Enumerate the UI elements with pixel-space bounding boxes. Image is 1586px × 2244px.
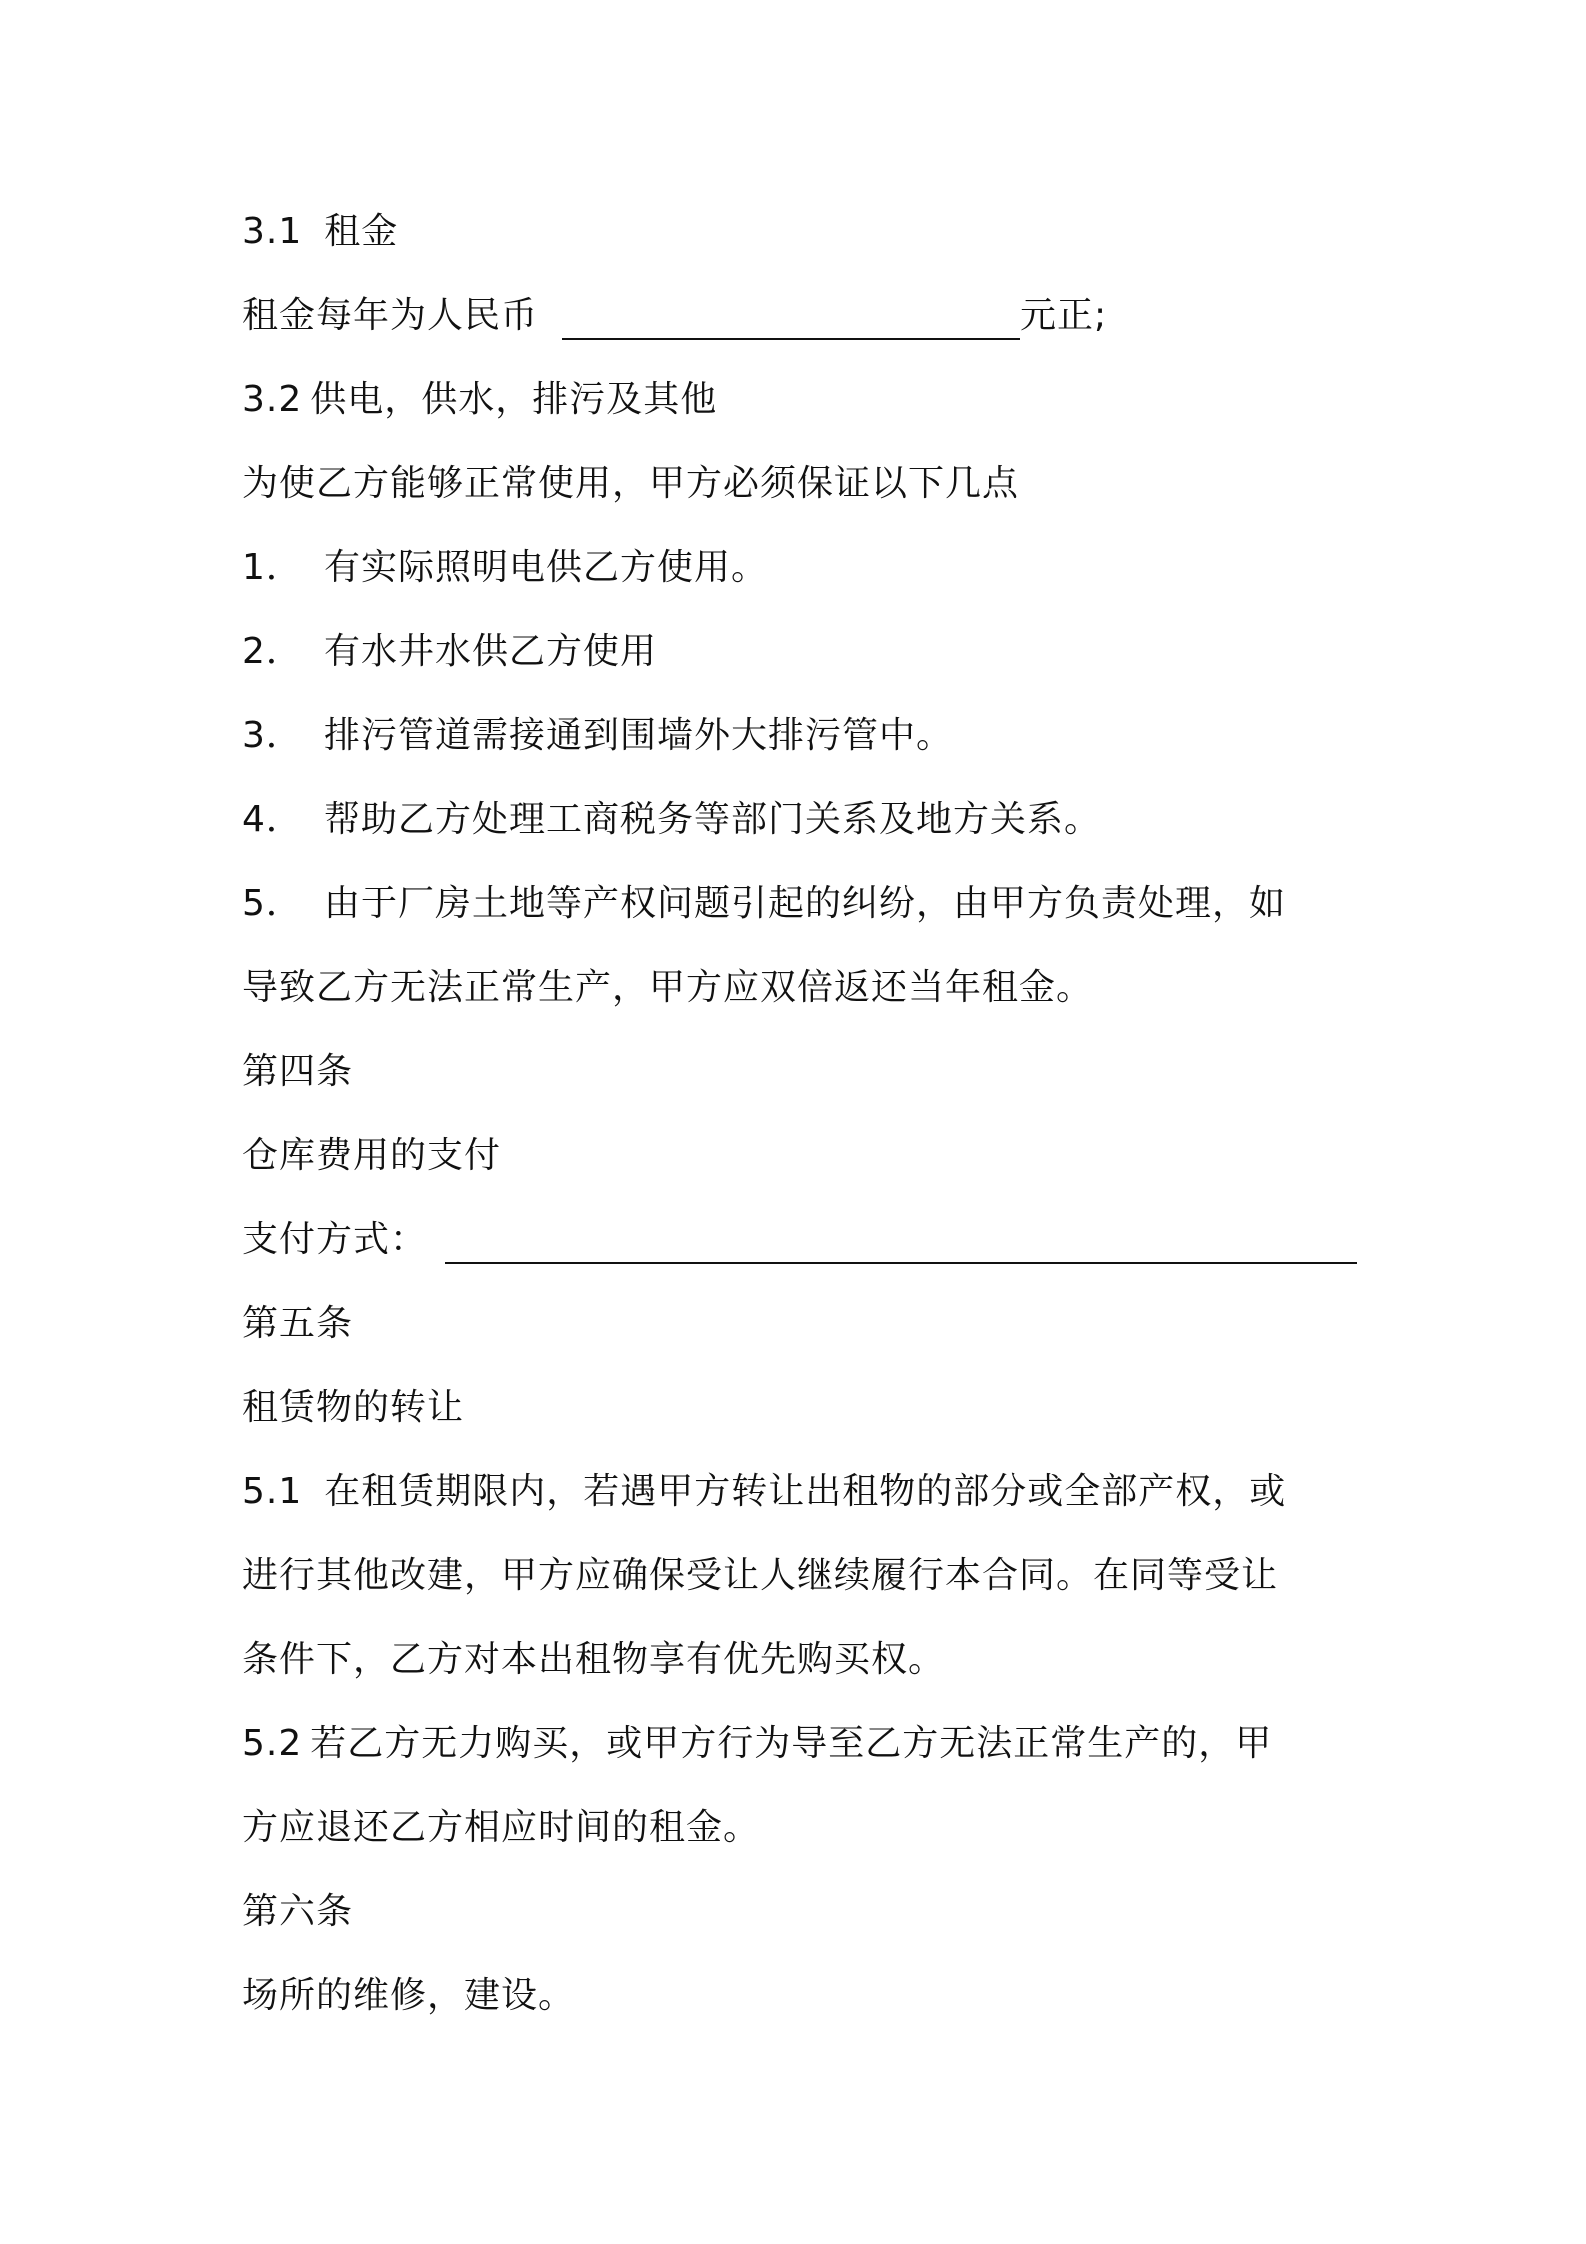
list-item — [242, 628, 657, 676]
section-3-1-heading — [242, 208, 398, 256]
list-item-number: 2． — [242, 631, 303, 672]
paragraph-line: 在租赁期限内，若遇甲方转让出租物的部分或全部产权，或 — [324, 1471, 1287, 1512]
list-item-text: 有实际照明电供乙方使用。 — [324, 547, 769, 588]
article-4-title: 仓库费用的支付 — [242, 1135, 502, 1176]
article-6-heading: 第六条 — [242, 1891, 354, 1932]
list-item-text: 帮助乙方处理工商税务等部门关系及地方关系。 — [324, 799, 1102, 840]
rent-suffix: 元正; — [1020, 295, 1108, 336]
paragraph-line: 方应退还乙方相应时间的租金。 — [242, 1807, 761, 1848]
rent-amount-blank[interactable] — [562, 298, 1020, 340]
payment-method-blank[interactable] — [445, 1222, 1357, 1264]
list-item — [242, 544, 768, 592]
rent-amount-line — [242, 292, 1107, 340]
section-number: 3.1 — [242, 211, 303, 252]
list-item-continuation: 导致乙方无法正常生产，甲方应双倍返还当年租金。 — [242, 967, 1094, 1008]
section-number: 3.2 — [242, 379, 303, 420]
list-item — [242, 712, 953, 760]
list-item-text: 由于厂房土地等产权问题引起的纠纷，由甲方负责处理，如 — [324, 883, 1287, 924]
list-item-text: 有水井水供乙方使用 — [324, 631, 658, 672]
paragraph-line: 条件下，乙方对本出租物享有优先购买权。 — [242, 1639, 946, 1680]
list-item — [242, 796, 1101, 844]
article-5-heading: 第五条 — [242, 1303, 354, 1344]
obligations-intro: 为使乙方能够正常使用，甲方必须保证以下几点 — [242, 463, 1020, 504]
list-item-number: 3． — [242, 715, 303, 756]
paragraph-line: 若乙方无力购买，或甲方行为导至乙方无法正常生产的，甲 — [310, 1723, 1273, 1764]
section-title: 供电，供水，排污及其他 — [310, 379, 718, 420]
payment-method-line — [242, 1216, 1357, 1264]
article-5-title: 租赁物的转让 — [242, 1387, 465, 1428]
section-5-2-paragraph — [242, 1720, 1272, 1768]
rent-prefix: 租金每年为人民币 — [242, 295, 539, 336]
list-item-number: 4． — [242, 799, 303, 840]
list-item-number: 1． — [242, 547, 303, 588]
paragraph-line: 进行其他改建，甲方应确保受让人继续履行本合同。在同等受让 — [242, 1555, 1279, 1596]
list-item-text: 排污管道需接通到围墙外大排污管中。 — [324, 715, 954, 756]
section-5-1-paragraph — [242, 1468, 1286, 1516]
section-title: 租金 — [324, 211, 399, 252]
list-item — [242, 880, 1286, 928]
article-6-title: 场所的维修，建设。 — [242, 1975, 576, 2016]
payment-method-label: 支付方式： — [242, 1219, 428, 1260]
article-4-heading: 第四条 — [242, 1051, 354, 1092]
section-number: 5.1 — [242, 1471, 303, 1512]
section-3-2-heading — [242, 376, 717, 424]
list-item-number: 5． — [242, 883, 303, 924]
section-number: 5.2 — [242, 1723, 303, 1764]
